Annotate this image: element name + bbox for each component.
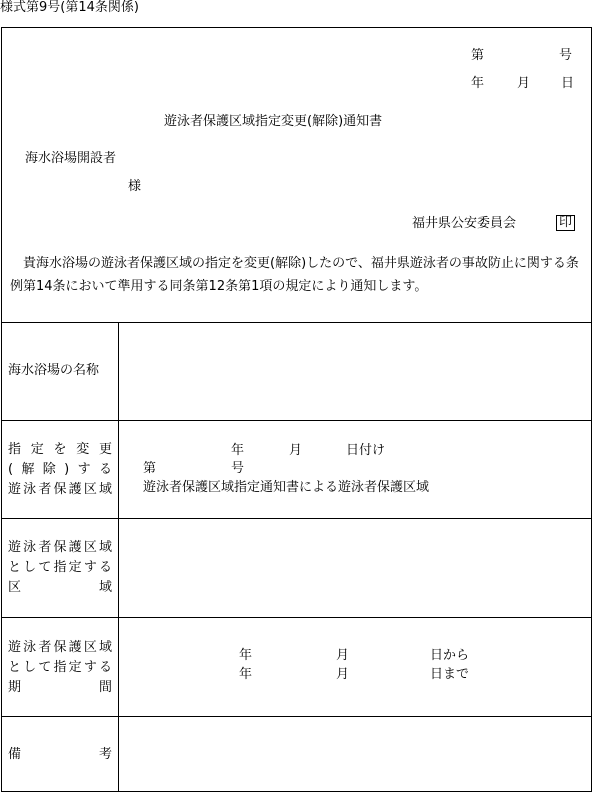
label-column-rule xyxy=(118,322,119,791)
period-to-day: 日まで xyxy=(430,667,470,682)
change-month: 月 xyxy=(289,443,303,458)
period-to-month: 月 xyxy=(336,667,350,682)
row-divider xyxy=(2,716,591,717)
addressee: 海水浴場開設者 xyxy=(25,151,117,166)
number-suffix: 号 xyxy=(559,48,573,63)
period-from-day: 日から xyxy=(430,648,470,663)
notice-body: 貴海水浴場の遊泳者保護区域の指定を変更(解除)したので、福井県遊泳者の事故防止に関する条例第14条において準用する同条第12条第1項の規定により通知します。 xyxy=(10,256,579,294)
change-number-prefix: 第 xyxy=(143,461,157,476)
addressee-honorific: 様 xyxy=(128,179,142,194)
period-from-year: 年 xyxy=(239,648,253,663)
period-to-year: 年 xyxy=(239,667,253,682)
seal-mark: 印 xyxy=(556,215,575,231)
change-day: 日付け xyxy=(346,443,386,458)
row-divider xyxy=(2,518,591,519)
change-reference: 遊泳者保護区域指定通知書による遊泳者保護区域 xyxy=(143,480,430,495)
table-top-rule xyxy=(2,322,591,323)
label-designated-area: 遊泳者保護区域 として指定する 区域 xyxy=(8,540,112,595)
period-from-month: 月 xyxy=(336,648,350,663)
label-designated-period: 遊泳者保護区域 として指定する 期間 xyxy=(8,640,112,695)
change-year: 年 xyxy=(231,443,245,458)
date-day: 日 xyxy=(561,76,575,91)
change-number-suffix: 号 xyxy=(231,461,245,476)
label-remarks: 備考 xyxy=(8,747,112,762)
document-title: 遊泳者保護区域指定変更(解除)通知書 xyxy=(164,114,383,129)
row-divider xyxy=(2,617,591,618)
label-changed-area: 指定を変更 (解除)する 遊泳者保護区域 xyxy=(8,442,112,497)
row-divider xyxy=(2,420,591,421)
label-beach-name: 海水浴場の名称 xyxy=(8,363,100,378)
sender-name: 福井県公安委員会 xyxy=(412,216,517,231)
date-year: 年 xyxy=(471,76,485,91)
number-label: 第 xyxy=(471,48,485,63)
date-month: 月 xyxy=(517,76,531,91)
notice-form xyxy=(1,27,592,792)
form-number: 様式第9号(第14条関係) xyxy=(0,0,139,15)
